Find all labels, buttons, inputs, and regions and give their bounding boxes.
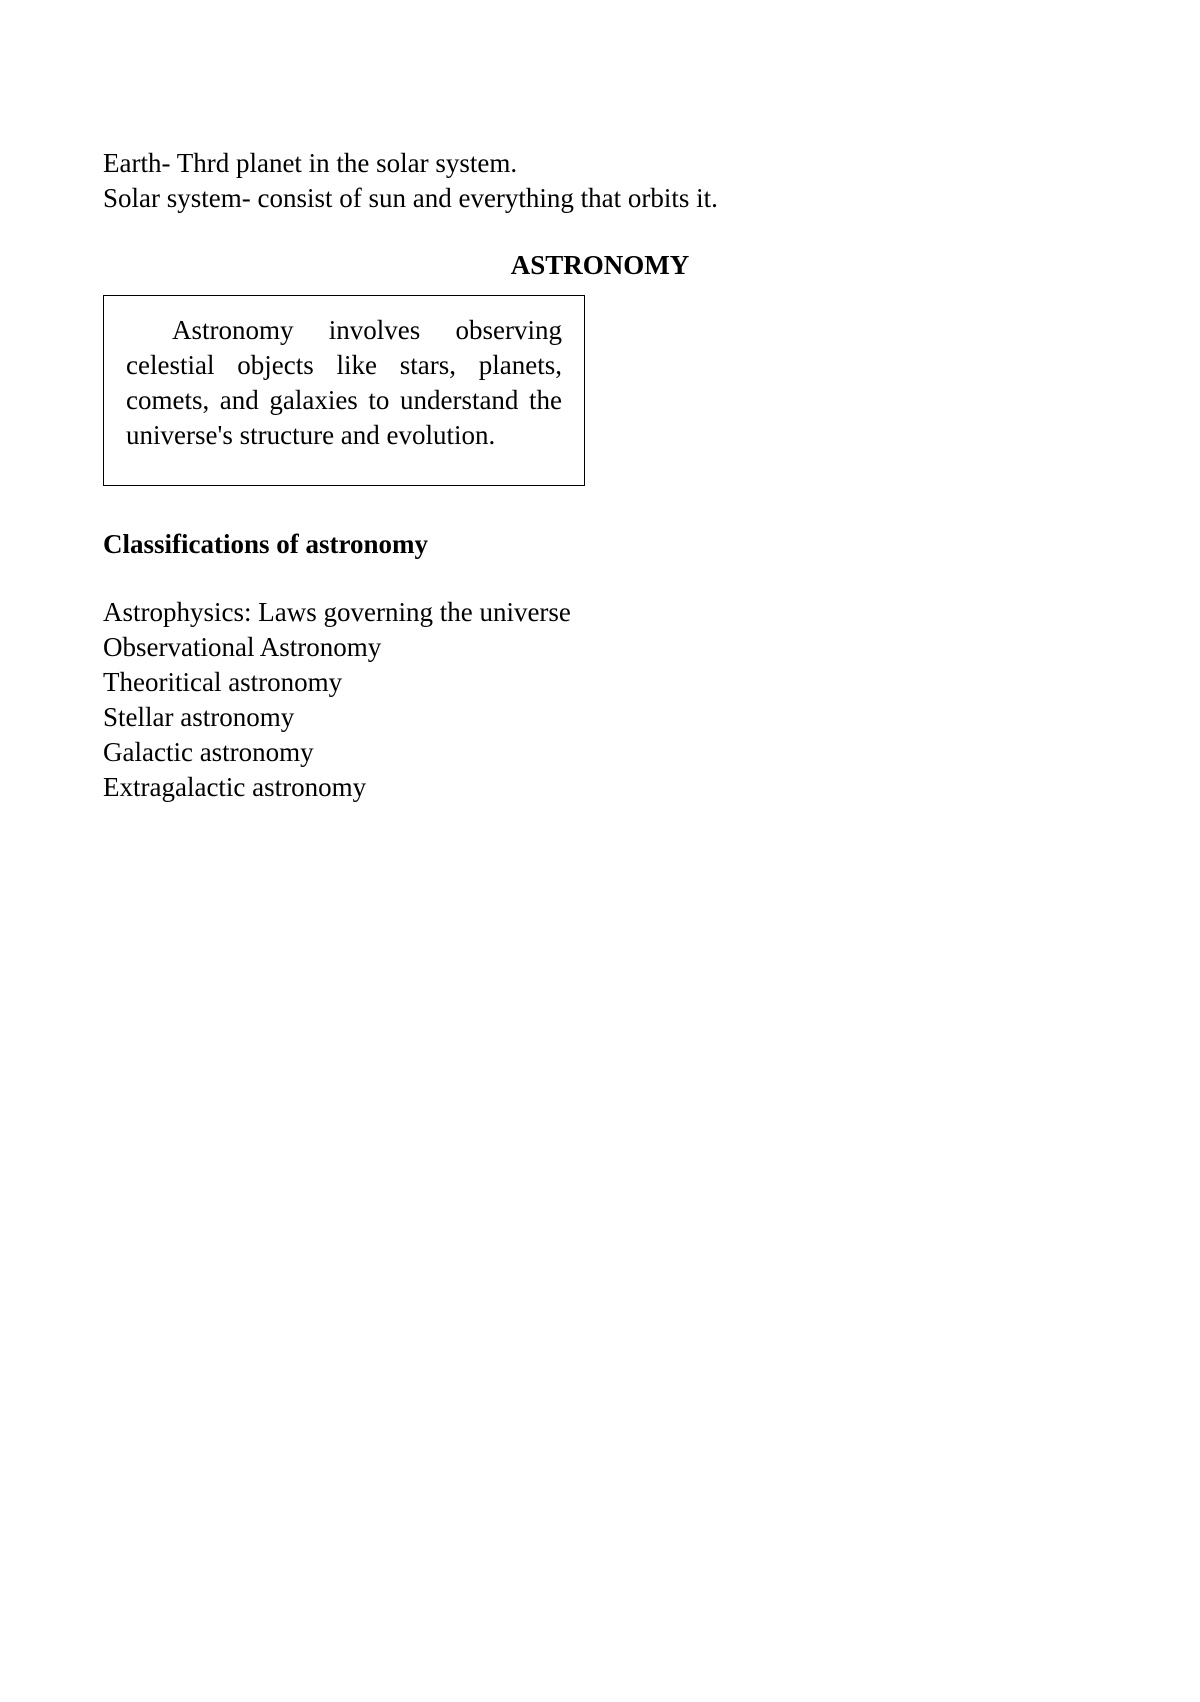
classifications-title: Classifications of astronomy bbox=[103, 529, 429, 559]
earth-definition: Earth- Thrd planet in the solar system. bbox=[103, 148, 518, 178]
solar-system-definition: Solar system- consist of sun and everything that orbits it. bbox=[103, 183, 718, 213]
astronomy-description-text: Astronomy involves observing celestial objects like stars, planets, comets, and galaxies to understand the universe's structure and evolution. bbox=[126, 315, 562, 450]
astronomy-heading: ASTRONOMY bbox=[510, 250, 690, 280]
list-item: Observational Astronomy bbox=[103, 632, 382, 662]
astronomy-description-box bbox=[103, 295, 585, 486]
list-item: Stellar astronomy bbox=[103, 702, 295, 732]
list-item: Extragalactic astronomy bbox=[103, 772, 367, 802]
list-item: Astrophysics: Laws governing the universe bbox=[103, 597, 571, 627]
classifications-list bbox=[103, 595, 571, 805]
list-item: Theoritical astronomy bbox=[103, 667, 343, 697]
list-item: Galactic astronomy bbox=[103, 737, 314, 767]
